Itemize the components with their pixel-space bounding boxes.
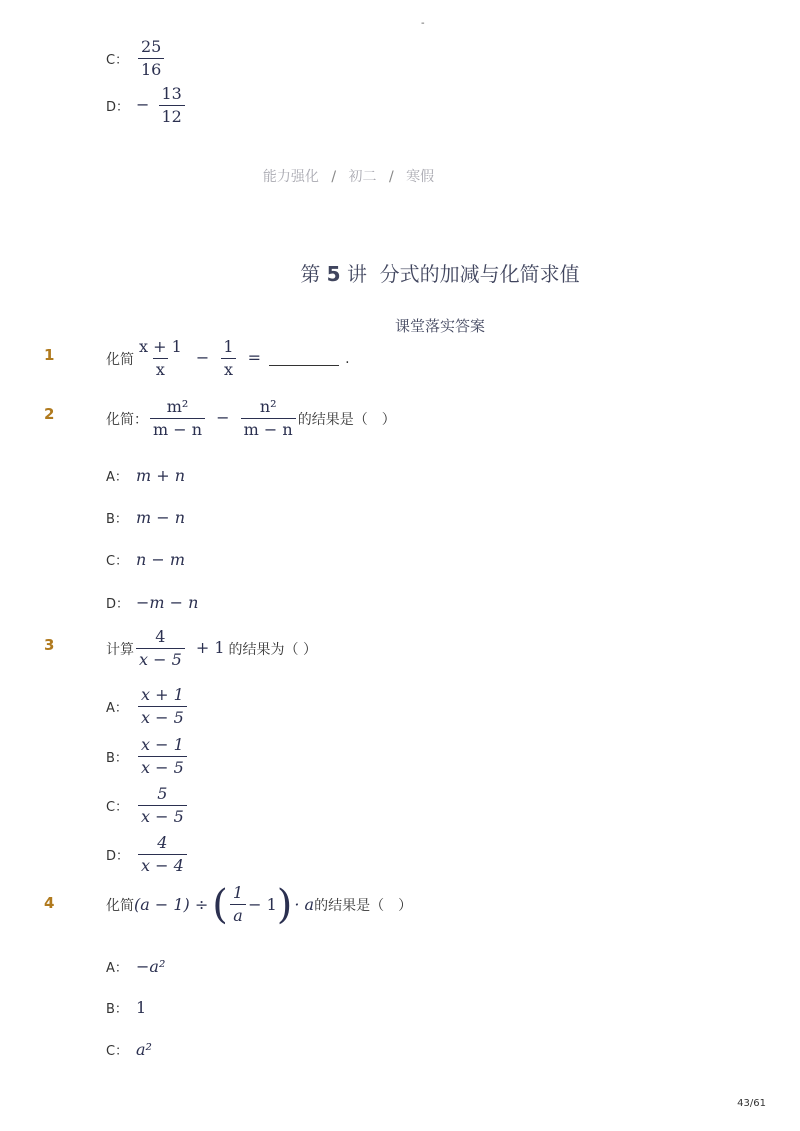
q4-option-a[interactable] bbox=[106, 957, 165, 976]
question-prefix: 化简 bbox=[106, 351, 134, 368]
fraction-denominator: x bbox=[153, 358, 168, 379]
fraction-numerator: 4 bbox=[157, 833, 168, 852]
answer-blank[interactable] bbox=[269, 352, 339, 366]
top-mark: - bbox=[421, 18, 425, 29]
expression-dot-term: · a bbox=[294, 895, 315, 914]
question-end: . bbox=[345, 350, 350, 367]
fraction-denominator: m − n bbox=[241, 418, 296, 439]
fraction bbox=[138, 686, 187, 727]
option-label: D： bbox=[106, 100, 130, 115]
fraction-numerator: 1 bbox=[223, 337, 234, 356]
lesson-number: 5 bbox=[326, 262, 341, 286]
lesson-title bbox=[0, 258, 800, 287]
equals-sign: = bbox=[247, 348, 262, 367]
fraction bbox=[138, 785, 187, 826]
option-value: 1 bbox=[136, 998, 147, 1017]
minus-sign: − bbox=[195, 348, 210, 367]
option-value bbox=[136, 834, 189, 875]
fraction-denominator: x − 5 bbox=[138, 805, 187, 826]
breadcrumb-separator: / bbox=[331, 169, 337, 185]
breadcrumb-item[interactable]: 能力强化 bbox=[262, 169, 319, 185]
question-suffix: 的结果是（ ） bbox=[297, 411, 396, 428]
right-paren: ) bbox=[276, 881, 293, 928]
fraction bbox=[220, 338, 236, 379]
question-3 bbox=[106, 628, 317, 669]
option-label: B： bbox=[106, 751, 128, 766]
question-4 bbox=[106, 881, 413, 928]
option-label: B： bbox=[106, 512, 128, 527]
fraction-denominator: m − n bbox=[150, 418, 205, 439]
question-expression bbox=[134, 338, 265, 379]
option-value: −a² bbox=[136, 957, 166, 976]
question-2 bbox=[106, 398, 396, 439]
option-label: D： bbox=[106, 849, 130, 864]
fraction-denominator: x − 5 bbox=[138, 756, 187, 777]
minus-sign: − bbox=[216, 408, 230, 427]
fraction-numerator: x + 1 bbox=[141, 685, 184, 704]
q2-option-a[interactable] bbox=[106, 466, 185, 485]
question-expression bbox=[134, 628, 229, 669]
option-value: m − n bbox=[136, 508, 186, 527]
q4-option-c[interactable] bbox=[106, 1040, 152, 1059]
question-1 bbox=[106, 338, 350, 379]
fraction-denominator: 12 bbox=[159, 105, 185, 126]
question-suffix: 的结果是（ ） bbox=[314, 897, 413, 914]
option-value: a² bbox=[136, 1040, 152, 1059]
fraction bbox=[138, 38, 164, 79]
fraction-numerator: 1 bbox=[232, 883, 244, 902]
option-label: C： bbox=[106, 554, 129, 569]
q2-option-b[interactable] bbox=[106, 508, 185, 527]
question-expression bbox=[148, 398, 298, 439]
lesson-suffix: 讲 bbox=[346, 262, 367, 286]
option-label: A： bbox=[106, 470, 128, 485]
option-label: C： bbox=[106, 800, 129, 815]
option-value: m + n bbox=[136, 466, 186, 485]
prev-option-d[interactable] bbox=[106, 85, 187, 126]
left-paren: ( bbox=[212, 881, 228, 928]
fraction-denominator: 16 bbox=[138, 58, 164, 79]
fraction bbox=[136, 628, 185, 669]
option-value bbox=[136, 736, 189, 777]
fraction-numerator: x − 1 bbox=[141, 735, 184, 754]
option-label: A： bbox=[106, 701, 128, 716]
question-number: 4 bbox=[44, 894, 55, 912]
question-number: 3 bbox=[44, 636, 55, 654]
question-number: 2 bbox=[44, 405, 55, 423]
lesson-prefix: 第 bbox=[300, 262, 321, 286]
fraction-numerator: x + 1 bbox=[139, 337, 182, 356]
lesson-name: 分式的加减与化简求值 bbox=[379, 262, 580, 286]
question-suffix: 的结果为（ ） bbox=[228, 641, 317, 658]
question-number: 1 bbox=[44, 346, 55, 364]
option-label: C： bbox=[106, 53, 129, 68]
expression-inner-rest: − 1 bbox=[248, 895, 277, 914]
question-prefix: 计算 bbox=[106, 641, 134, 658]
q3-option-c[interactable] bbox=[106, 785, 189, 826]
breadcrumb bbox=[0, 166, 697, 186]
q4-option-b[interactable] bbox=[106, 998, 146, 1017]
q3-option-d[interactable] bbox=[106, 834, 189, 875]
fraction-numerator: 25 bbox=[141, 37, 162, 56]
option-value: n − m bbox=[136, 550, 186, 569]
fraction bbox=[138, 834, 187, 875]
prev-option-c[interactable] bbox=[106, 38, 166, 79]
expression-left: (a − 1) ÷ bbox=[134, 895, 209, 914]
fraction-denominator: a bbox=[230, 904, 246, 925]
fraction-denominator: x − 4 bbox=[138, 854, 187, 875]
option-value: −m − n bbox=[136, 593, 199, 612]
fraction-numerator: n² bbox=[259, 397, 277, 416]
fraction-denominator: x − 5 bbox=[136, 648, 185, 669]
fraction-numerator: 13 bbox=[161, 84, 182, 103]
fraction bbox=[150, 398, 205, 439]
q2-option-d[interactable] bbox=[106, 593, 198, 612]
negative-sign: − bbox=[136, 95, 150, 114]
plus-term: + 1 bbox=[195, 638, 225, 657]
breadcrumb-item[interactable]: 初二 bbox=[348, 169, 377, 185]
q2-option-c[interactable] bbox=[106, 550, 185, 569]
q3-option-a[interactable] bbox=[106, 686, 189, 727]
option-value bbox=[136, 686, 189, 727]
fraction bbox=[241, 398, 296, 439]
q3-option-b[interactable] bbox=[106, 736, 189, 777]
option-label: C： bbox=[106, 1044, 129, 1059]
question-prefix: 化简 bbox=[106, 897, 134, 914]
breadcrumb-item[interactable]: 寒假 bbox=[406, 169, 435, 185]
fraction-denominator: x − 5 bbox=[138, 706, 187, 727]
fraction-denominator: x bbox=[221, 358, 236, 379]
section-title: 课堂落实答案 bbox=[394, 317, 485, 335]
page-number: 43/61 bbox=[737, 1098, 766, 1109]
question-prefix: 化简： bbox=[106, 411, 148, 428]
option-label: A： bbox=[106, 961, 128, 976]
fraction bbox=[138, 736, 187, 777]
option-label: D： bbox=[106, 597, 130, 612]
option-value bbox=[136, 785, 189, 826]
option-value bbox=[136, 85, 187, 126]
fraction-numerator: m² bbox=[166, 397, 189, 416]
option-value bbox=[136, 38, 166, 79]
fraction bbox=[230, 884, 246, 925]
fraction bbox=[136, 338, 185, 379]
question-expression bbox=[134, 881, 315, 928]
fraction-numerator: 4 bbox=[155, 627, 166, 646]
fraction bbox=[159, 85, 185, 126]
option-label: B： bbox=[106, 1002, 128, 1017]
fraction-numerator: 5 bbox=[157, 784, 168, 803]
breadcrumb-separator: / bbox=[388, 169, 394, 185]
